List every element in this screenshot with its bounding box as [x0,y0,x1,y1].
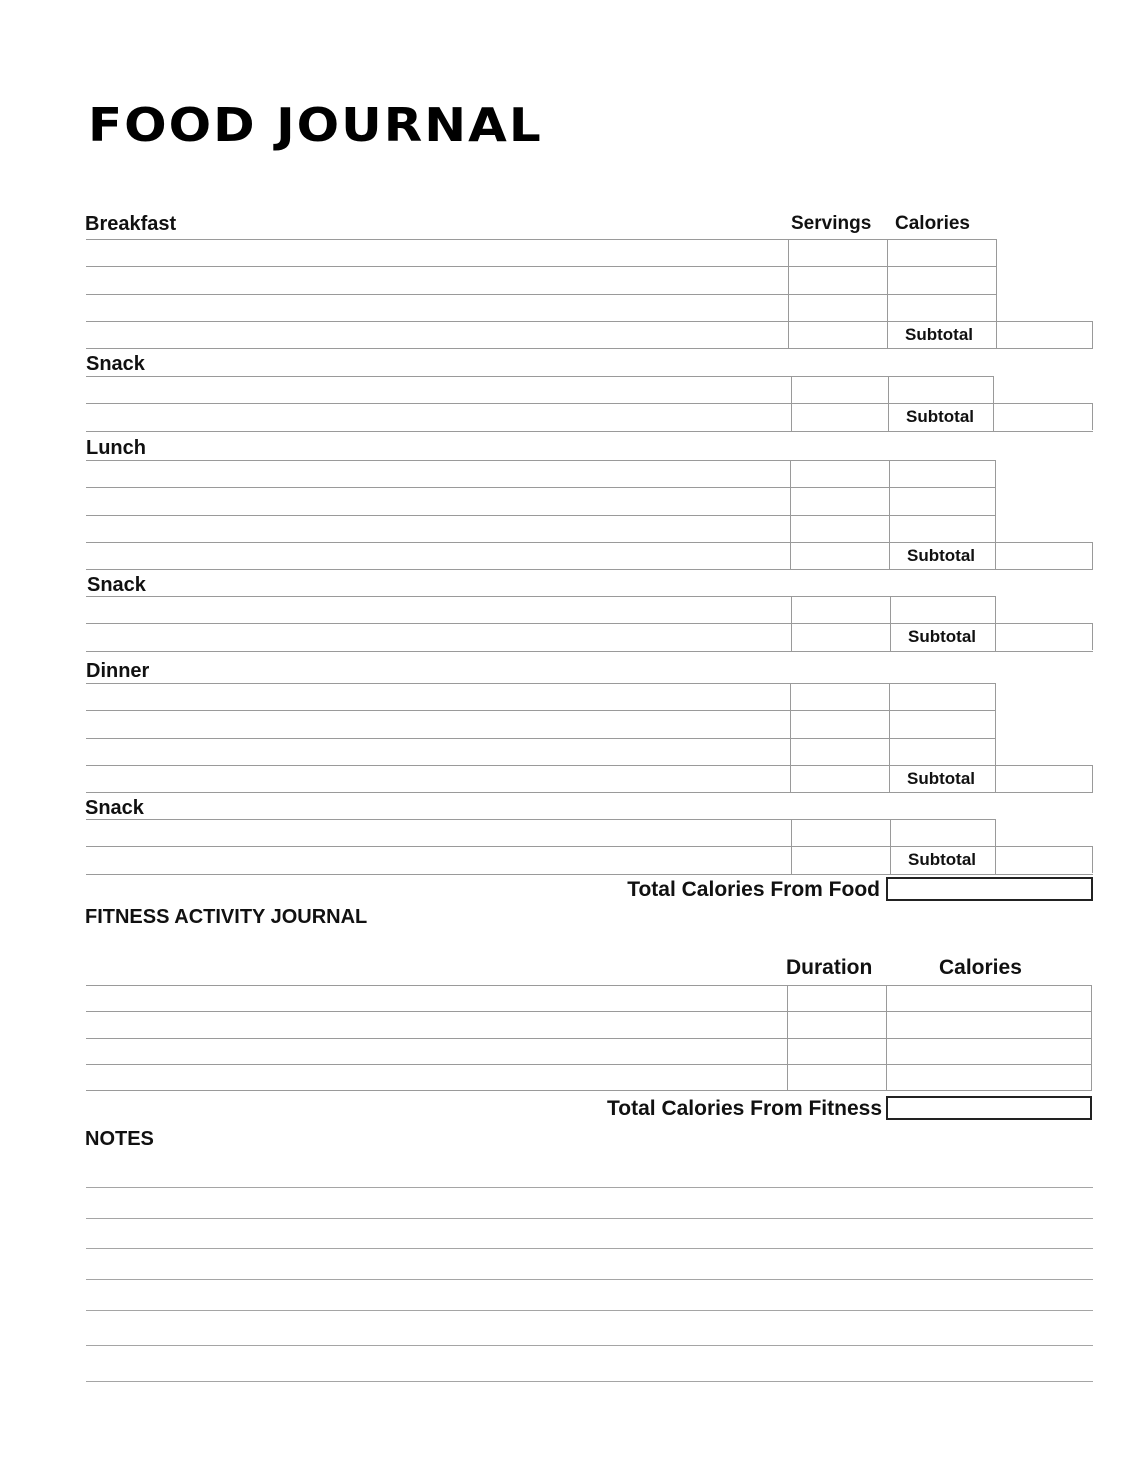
calories-cell[interactable] [889,377,993,402]
servings-cell[interactable] [792,597,890,622]
food-item-cell[interactable] [86,739,790,764]
subtotal-label: Subtotal [908,627,976,646]
row-line [86,792,1093,793]
subtotal-box-edge [1092,321,1093,348]
servings-header: Servings [791,213,872,234]
servings-cell[interactable] [791,461,889,486]
calories-cell[interactable] [888,267,996,292]
notes-title: NOTES [85,1128,154,1150]
fitness-row-line [86,1090,1092,1091]
food-item-cell[interactable] [86,267,788,292]
notes-line [86,1381,1093,1382]
food-item-cell[interactable] [86,461,790,486]
subtotal-value-cell[interactable] [996,766,1092,791]
food-item-cell[interactable] [86,488,790,513]
meal-label: Snack [86,353,145,375]
total-food-box[interactable] [886,877,1093,901]
servings-cell[interactable] [791,488,889,513]
notes-line [86,1310,1093,1311]
notes-line [86,1345,1093,1346]
servings-cell[interactable] [792,847,890,872]
notes-input-area[interactable] [86,1282,1093,1308]
calories-cell[interactable] [888,295,996,320]
fitness-calories-cell[interactable] [887,986,1091,1010]
calories-cell[interactable] [890,711,995,736]
subtotal-label: Subtotal [905,325,973,344]
calories-cell[interactable] [890,684,995,709]
food-item-cell[interactable] [86,711,790,736]
meal-label: Lunch [86,437,146,459]
row-line [86,874,1093,875]
food-item-cell[interactable] [86,820,791,845]
calories-cell[interactable] [891,820,995,845]
meal-label: Snack [85,797,144,819]
subtotal-value-cell[interactable] [994,404,1092,429]
servings-cell[interactable] [792,404,888,429]
food-item-cell[interactable] [86,624,791,649]
notes-line [86,1279,1093,1280]
servings-cell[interactable] [791,684,889,709]
subtotal-box-edge [1092,846,1093,873]
servings-cell[interactable] [791,739,889,764]
fitness-title: FITNESS ACTIVITY JOURNAL [85,906,368,928]
servings-cell[interactable] [792,377,888,402]
row-line [86,431,1093,432]
notes-input-area[interactable] [86,1159,1093,1185]
row-line [86,569,1093,570]
activity-cell[interactable] [86,986,787,1010]
servings-cell[interactable] [791,543,889,568]
fitness-calories-cell[interactable] [887,1065,1091,1089]
food-item-cell[interactable] [86,597,791,622]
servings-cell[interactable] [792,820,890,845]
duration-header: Duration [786,956,873,979]
activity-cell[interactable] [86,1039,787,1063]
notes-input-area[interactable] [86,1251,1093,1277]
meal-label: Dinner [86,660,150,682]
calories-cell[interactable] [890,739,995,764]
subtotal-box-edge [1092,542,1093,569]
food-item-cell[interactable] [86,684,790,709]
subtotal-box-edge [1092,765,1093,792]
duration-cell[interactable] [788,1039,886,1063]
subtotal-label: Subtotal [907,546,975,565]
fitness-column-line [1091,985,1092,1090]
calories-cell[interactable] [890,516,995,541]
activity-cell[interactable] [86,1065,787,1089]
food-item-cell[interactable] [86,295,788,320]
food-item-cell[interactable] [86,404,791,429]
activity-cell[interactable] [86,1012,787,1036]
subtotal-value-cell[interactable] [996,624,1092,649]
calories-cell[interactable] [888,240,996,265]
servings-cell[interactable] [791,711,889,736]
food-item-cell[interactable] [86,847,791,872]
subtotal-value-cell[interactable] [997,322,1092,347]
subtotal-label: Subtotal [907,769,975,788]
servings-cell[interactable] [791,766,889,791]
notes-line [86,1218,1093,1219]
subtotal-value-cell[interactable] [996,543,1092,568]
fitness-calories-cell[interactable] [887,1039,1091,1063]
subtotal-box-edge [1092,403,1093,430]
notes-line [86,1248,1093,1249]
calories-cell[interactable] [890,461,995,486]
notes-line [86,1187,1093,1188]
food-item-cell[interactable] [86,516,790,541]
notes-input-area[interactable] [86,1190,1093,1216]
duration-cell[interactable] [788,986,886,1010]
servings-cell[interactable] [789,240,887,265]
calories-cell[interactable] [891,597,995,622]
subtotal-label: Subtotal [908,850,976,869]
subtotal-value-cell[interactable] [996,847,1092,872]
notes-input-area[interactable] [86,1353,1093,1379]
meal-label: Snack [87,574,146,596]
duration-cell[interactable] [788,1065,886,1089]
notes-input-area[interactable] [86,1220,1093,1246]
calories-header: Calories [895,213,970,234]
total-food-label: Total Calories From Food [627,878,880,901]
fitness-calories-cell[interactable] [887,1012,1091,1036]
total-fitness-label: Total Calories From Fitness [607,1097,882,1120]
food-item-cell[interactable] [86,377,791,402]
servings-cell[interactable] [792,624,890,649]
servings-cell[interactable] [789,322,887,347]
fitness-calories-header: Calories [939,956,1022,979]
food-item-cell[interactable] [86,322,788,347]
row-line [86,348,1093,349]
duration-cell[interactable] [788,1012,886,1036]
food-item-cell[interactable] [86,766,790,791]
food-item-cell[interactable] [86,543,790,568]
total-fitness-box[interactable] [886,1096,1092,1120]
servings-cell[interactable] [791,516,889,541]
servings-cell[interactable] [789,267,887,292]
subtotal-box-edge [1092,623,1093,650]
row-line [86,651,1093,652]
meal-label: Breakfast [85,213,177,235]
servings-cell[interactable] [789,295,887,320]
page-title: FOOD JOURNAL [88,98,543,153]
subtotal-label: Subtotal [906,407,974,426]
notes-input-area[interactable] [86,1317,1093,1343]
food-item-cell[interactable] [86,240,788,265]
calories-cell[interactable] [890,488,995,513]
